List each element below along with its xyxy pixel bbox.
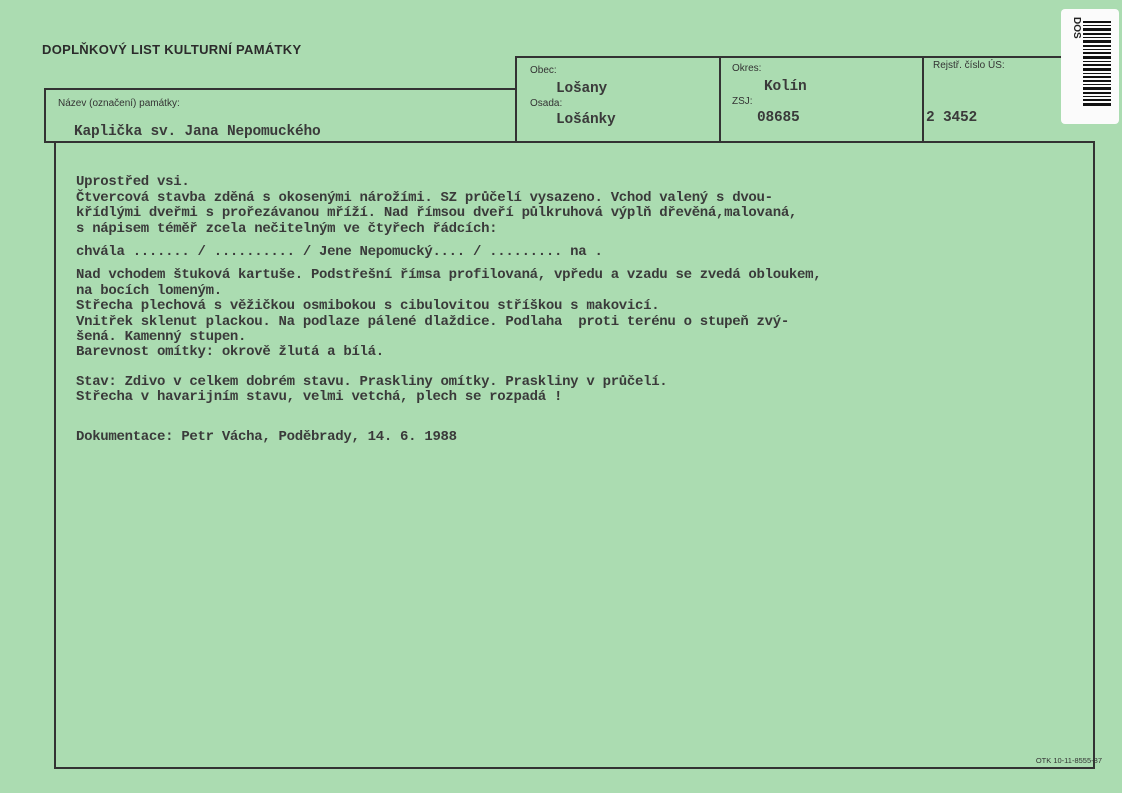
- label-okres: Okres:: [732, 63, 762, 74]
- label-nazev: Název (označení) památky:: [58, 98, 180, 109]
- header-left-edge: [44, 88, 46, 142]
- header-sep-3: [922, 56, 924, 142]
- barcode-sticker: [1061, 9, 1119, 124]
- body-left-edge: [54, 141, 56, 768]
- description-line: s nápisem téměř zcela nečitelným ve čtyřech řádcích:: [76, 220, 498, 237]
- description-line: Vnitřek sklenut plackou. Na podlaze pálené dlaždice. Podlaha proti terénu o stupeň zvý-: [76, 313, 789, 330]
- header-top-rule: [515, 56, 1065, 58]
- barcode-icon: [1083, 21, 1111, 115]
- body-right-edge: [1093, 141, 1095, 768]
- value-obec: Lošany: [556, 81, 608, 97]
- description-line: Stav: Zdivo v celkem dobrém stavu. Praskliny omítky. Praskliny v průčelí.: [76, 373, 668, 390]
- header-sep-2: [719, 56, 721, 142]
- header-sep-1: [515, 56, 517, 142]
- description-line: Nad vchodem štuková kartuše. Podstřešní římsa profilovaná, vpředu a vzadu se zvedá obloukem,: [76, 267, 822, 284]
- description-line: křídlými dveřmi s prořezávanou mříží. Nad římsou dveří půlkruhová výplň dřevěná,malovaná,: [76, 205, 798, 222]
- description-line: chvála ....... / .......... / Jene Nepomucký.... / ......... na .: [76, 244, 603, 261]
- value-nazev: Kaplička sv. Jana Nepomuckého: [74, 124, 321, 140]
- barcode-code: DOS: [1071, 17, 1082, 39]
- body-bottom-rule: [54, 767, 1095, 769]
- description-line: [76, 361, 1036, 375]
- value-rejstr: 2 3452: [926, 110, 978, 126]
- value-osada: Lošánky: [556, 112, 616, 128]
- description-line: Čtvercová stavba zděná s okosenými nárožími. SZ průčelí vysazeno. Vchod valený s dvou-: [76, 189, 773, 206]
- description-line: Barevnost omítky: okrově žlutá a bílá.: [76, 344, 384, 361]
- description-line: na bocích lomeným.: [76, 282, 222, 299]
- description-text: [76, 160, 1036, 476]
- description-line: Střecha plechová s věžičkou osmibokou s cibulovitou stříškou s makovicí.: [76, 298, 660, 315]
- value-zsj: 08685: [757, 110, 800, 126]
- label-zsj: ZSJ:: [732, 96, 753, 107]
- description-line: Dokumentace: Petr Vácha, Poděbrady, 14. 6. 1988: [76, 428, 457, 445]
- header-name-rule: [44, 88, 516, 90]
- description-line: [76, 406, 1036, 420]
- form-title: DOPLŇKOVÝ LIST KULTURNÍ PAMÁTKY: [42, 42, 302, 57]
- header-bottom-rule: [44, 141, 1094, 143]
- description-line: šená. Kamenný stupen.: [76, 329, 247, 346]
- description-line: Uprostřed vsi.: [76, 174, 190, 191]
- label-obec: Obec:: [530, 65, 557, 76]
- value-okres: Kolín: [764, 79, 807, 95]
- label-rejstr: Rejstř. číslo ÚS:: [933, 60, 1005, 71]
- description-line: Střecha v havarijním stavu, velmi vetchá, plech se rozpadá !: [76, 389, 563, 406]
- label-osada: Osada:: [530, 98, 563, 109]
- form-code: OTK 10-11-8555-87: [1035, 756, 1102, 765]
